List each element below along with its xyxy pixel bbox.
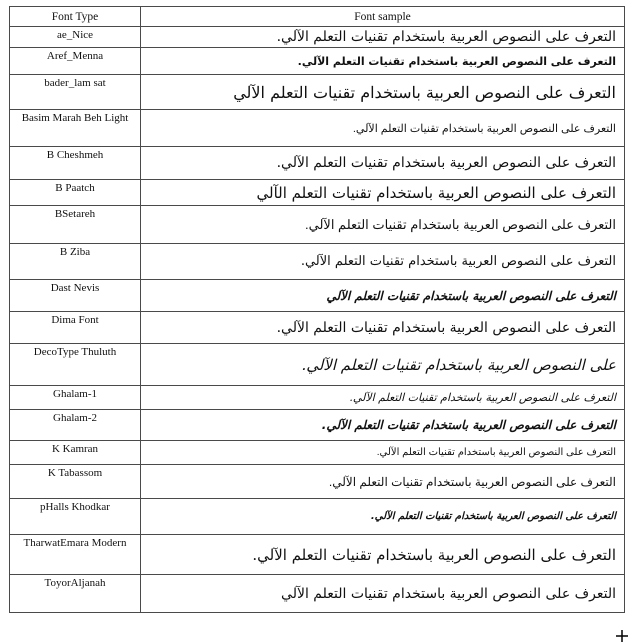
- table-row: [10, 575, 625, 613]
- font-sample: التعرف على النصوص العربية باستخدام تقنيات التعلم الآلي.: [141, 499, 625, 535]
- table-row: [10, 441, 625, 465]
- font-comparison-table: [9, 6, 625, 613]
- font-name: Basim Marah Beh Light: [10, 110, 141, 147]
- table-row: [10, 410, 625, 441]
- crosshair-cursor-icon: [616, 630, 628, 642]
- font-sample: التعرف على النصوص العربية باستخدام تقنيات التعلم الآلي.: [141, 410, 625, 441]
- font-name: BSetareh: [10, 206, 141, 244]
- table-row: [10, 312, 625, 344]
- table-row: [10, 386, 625, 410]
- font-sample: التعرف على النصوص العربية باستخدام تقنيات التعلم الآلي.: [141, 110, 625, 147]
- font-sample: التعرف على النصوص العربية باستخدام تقنيات التعلم الآلي: [141, 575, 625, 613]
- font-name: pHalls Khodkar: [10, 499, 141, 535]
- font-name: bader_lam sat: [10, 75, 141, 110]
- font-sample: التعرف على النصوص العربية باستخدام تقنيات التعلم الآلي.: [141, 244, 625, 280]
- font-sample: التعرف على النصوص العربية باستخدام تقنيات التعلم الآلي.: [141, 441, 625, 465]
- font-name: K Kamran: [10, 441, 141, 465]
- font-sample: التعرف على النصوص العربية باستخدام تقنيات التعلم الآلي.: [141, 465, 625, 499]
- table-row: [10, 180, 625, 206]
- table-row: [10, 535, 625, 575]
- font-sample: التعرف على النصوص العربية باستخدام تقنيات التعلم الآلي.: [141, 535, 625, 575]
- table-row: [10, 244, 625, 280]
- table-row: [10, 147, 625, 180]
- font-name: K Tabassom: [10, 465, 141, 499]
- font-sample: التعرف على النصوص العربية باستخدام تقنيات التعلم الآلي: [141, 280, 625, 312]
- font-sample: على النصوص العربية باستخدام تقنيات التعلم الآلي.: [141, 344, 625, 386]
- table-row: [10, 27, 625, 48]
- table-row: [10, 48, 625, 75]
- font-name: B Ziba: [10, 244, 141, 280]
- font-sample: التعرف على النصوص العربية باستخدام تقنيات التعلم الآلي.: [141, 206, 625, 244]
- font-name: B Cheshmeh: [10, 147, 141, 180]
- font-name: DecoType Thuluth: [10, 344, 141, 386]
- table-row: [10, 344, 625, 386]
- font-name: TharwatEmara Modern: [10, 535, 141, 575]
- font-name: Dima Font: [10, 312, 141, 344]
- font-sample: التعرف على النصوص العربية باستخدام تقنيات التعلم الآلي.: [141, 386, 625, 410]
- table-row: [10, 499, 625, 535]
- font-sample: التعرف على النصوص العربية باستخدام تقنيات التعلم الآلي: [141, 180, 625, 206]
- font-name: Dast Nevis: [10, 280, 141, 312]
- table-row: [10, 465, 625, 499]
- font-sample: التعرف على النصوص العربية باستخدام تقنيات التعلم الآلي.: [141, 312, 625, 344]
- font-sample: التعرف على النصوص العربية باستخدام تقنيات التعلم الآلي.: [141, 27, 625, 48]
- header-font-type: Font Type: [10, 7, 141, 27]
- font-name: ae_Nice: [10, 27, 141, 48]
- table-row: [10, 206, 625, 244]
- font-sample: التعرف على النصوص العربية باستخدام تقنيات التعلم الآلي: [141, 75, 625, 110]
- font-name: Aref_Menna: [10, 48, 141, 75]
- font-sample: التعرف على النصوص العربية باستخدام تقنيات التعلم الآلي.: [141, 48, 625, 75]
- font-name: Ghalam-2: [10, 410, 141, 441]
- header-font-sample: Font sample: [141, 7, 625, 27]
- table-row: [10, 280, 625, 312]
- table-row: [10, 75, 625, 110]
- font-name: Ghalam-1: [10, 386, 141, 410]
- header-row: [10, 7, 625, 27]
- table-row: [10, 110, 625, 147]
- font-name: ToyorAljanah: [10, 575, 141, 613]
- font-name: B Paatch: [10, 180, 141, 206]
- font-sample: التعرف على النصوص العربية باستخدام تقنيات التعلم الآلي.: [141, 147, 625, 180]
